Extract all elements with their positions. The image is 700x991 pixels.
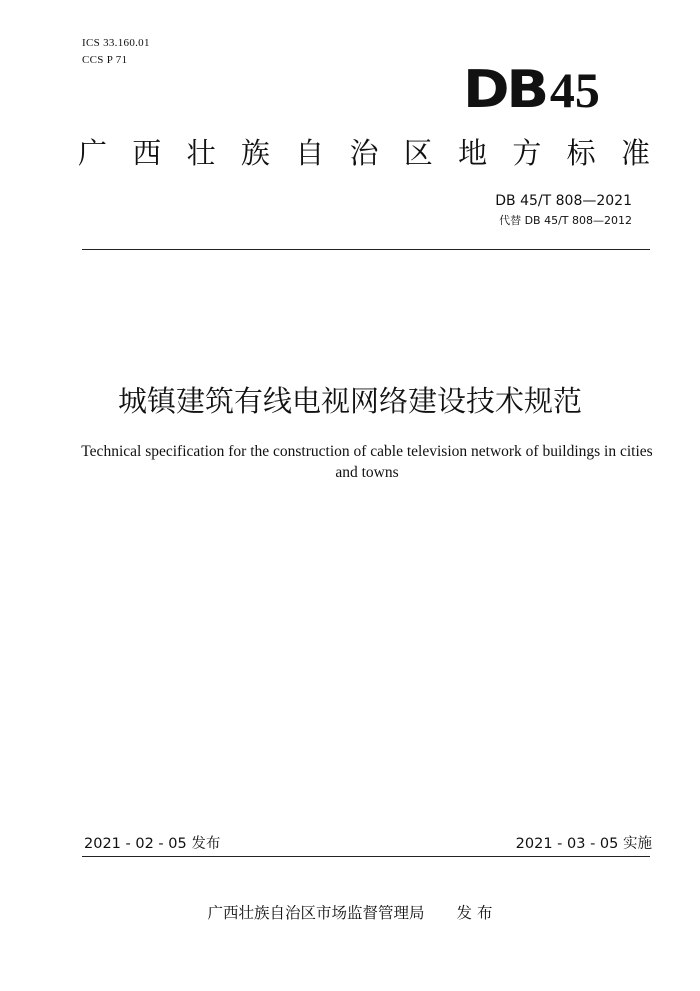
issue-date: 2021 - 02 - 05 发布 — [84, 836, 221, 852]
footer-divider — [82, 856, 650, 857]
standard-type-char: 区 — [403, 138, 433, 170]
standard-type-char: 广 — [78, 138, 108, 170]
header-divider — [82, 249, 650, 250]
standard-type-char: 地 — [458, 138, 488, 170]
standard-type-heading — [78, 136, 650, 172]
db45-logo — [463, 60, 623, 120]
logo-number: 45 — [549, 62, 600, 118]
publisher-action: 发 布 — [456, 904, 493, 922]
standard-type-char: 西 — [132, 138, 162, 170]
publisher-name: 广西壮族自治区市场监督管理局 — [207, 904, 425, 922]
standard-type-char: 族 — [240, 138, 270, 170]
standard-type-char: 标 — [566, 138, 596, 170]
ccs-code: CCS P 71 — [82, 54, 128, 66]
replaces-standard: 代替 DB 45/T 808—2012 — [499, 214, 632, 227]
standard-type-char: 准 — [620, 138, 650, 170]
implementation-date: 2021 - 03 - 05 实施 — [515, 836, 652, 852]
document-title-english: Technical specification for the construction of cable television network of buildings in cities and towns — [81, 443, 653, 481]
standard-type-char: 治 — [349, 138, 379, 170]
standard-type-char: 自 — [295, 138, 325, 170]
standard-type-char: 壮 — [186, 138, 216, 170]
standard-number: DB 45/T 808—2021 — [495, 193, 632, 209]
standard-type-char: 方 — [512, 138, 542, 170]
publisher-line — [0, 903, 700, 923]
document-title-chinese: 城镇建筑有线电视网络建设技术规范 — [117, 384, 582, 418]
ics-code: ICS 33.160.01 — [82, 37, 150, 49]
logo-prefix: DB — [463, 60, 546, 120]
